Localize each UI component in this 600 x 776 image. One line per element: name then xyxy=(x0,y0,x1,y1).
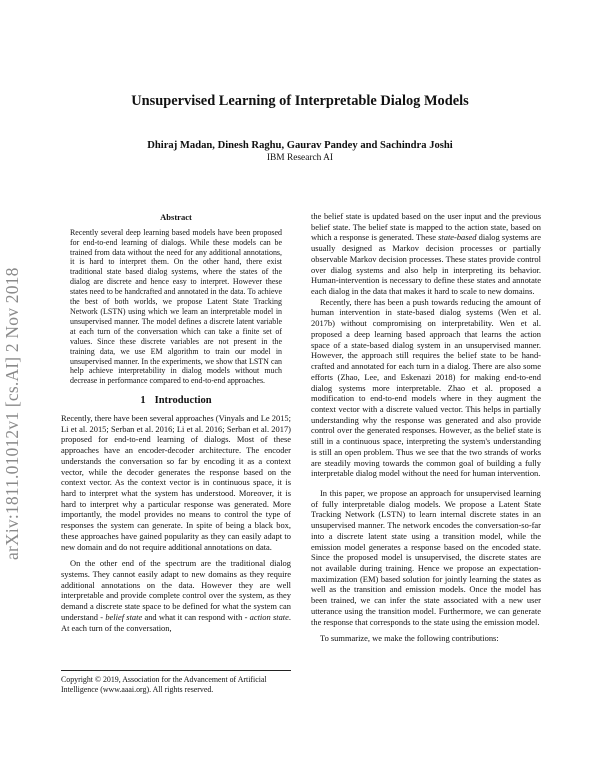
intro-paragraph-5: In this paper, we propose an approach for unsupervised learning of fully interpretable dialog models. We propose a Latent State Tracking Network (LSTN) to learn internal discrete states in an unsupervised manner. The network encodes the conversation-so-far into a discrete latent state using a transition model, while the emission model generates a response based on the encoded state. Since the proposed model is unsupervised, the discrete states are not available during training. Hence we propose an expectation-maximization (EM) based solution for jointly learning the states as well as the transition and emission models. Once the model has been trained, we can infer the state associated with a new user utterance using the transition model. Furthermore, we can generate the response that corresponds to the state using the emission model. xyxy=(311,487,541,627)
paper-title: Unsupervised Learning of Interpretable Dialog Models xyxy=(131,93,469,109)
left-column xyxy=(61,212,291,633)
intro-paragraph-6: To summarize, we make the following contributions: xyxy=(320,633,499,644)
abstract-heading: Abstract xyxy=(160,212,192,222)
arxiv-identifier: arXiv:1811.01012v1 [cs.AI] 2 Nov 2018 xyxy=(2,267,22,560)
right-column xyxy=(311,211,541,644)
belief-state-term: belief state xyxy=(105,611,143,622)
intro-paragraph-1: Recently, there have been several approaches (Vinyals and Le 2015; Li et al. 2015; Serban et al. 2016; Li et al. 2016; Serban et al. 2017) proposed for end-to-end learning of dialogs. Most of these approaches have an encoder-decoder architecture. The encoder understands the conversation so far by encoding it as a context vector, while the decoder generates the response based on the context vector. As the context vector is in continuous space, it is hard to interpret what the system has understood. Moreover, it is hard to interpret why a particular response was generated. More importantly, the model provides no means to control the type of responses the system can generate. In spite of being a black box, these approaches have gained popularity as they can easily adapt to new domain and do not require additional annotations on data. xyxy=(61,412,291,552)
section-title: Introduction xyxy=(154,395,212,407)
affiliation: IBM Research AI xyxy=(266,153,334,163)
author-list: Dhiraj Madan, Dinesh Raghu, Gaurav Pandey and Sachindra Joshi xyxy=(147,140,453,151)
intro-paragraph-3: the belief state is updated based on the user input and the previous belief state. The belief state is mapped to the action state, based on which a response is generated. These state-based dialog systems are usually designed as Markov decision processes or partially observable Markov decision processes. These states provide control over dialog systems and also help in interpreting its behavior. Human-intervention is necessary to define these states and annotate each dialog in the data that makes it hard to scale to new domains. xyxy=(311,211,541,297)
action-state-term: action state xyxy=(249,611,289,622)
intro-paragraph-4: Recently, there has been a push towards reducing the amount of human intervention in state-based dialog systems (Wen et al. 2017b) without compromising on interpretability. Wen et al. proposed a deep learning based approach that learns the action space of a state-based dialog system in an unsupervised manner. However, the approach still requires the belief state to be hand-crafted and annotated for each turn in a dialog. There are also some efforts (Zhao, Lee, and Eskenazi 2018) for making end-to-end dialog systems more interpretable. Zhao et al. proposed a modification to end-to-end models where in they augment the context vector with a discrete valued vector. This helps in partially understanding why the response was generated and also provide control over the generated responses. However, as the belief state is still in a continuous space, interpreting the system's understanding is still an open problem. Thus we see that the two strands of works are steadily moving towards the common goal of building a fully interpretable dialog model without the need for human intervention. xyxy=(311,296,541,479)
section-heading xyxy=(61,396,291,407)
abstract-text: Recently several deep learning based models have been proposed for end-to-end learning of dialogs. While these models can be trained from data without the need for any additional annotations, it is hard to interpret them. On the other hand, there exist traditional state based dialog systems, where the states of the dialog are discrete and hence easy to interpret. However these states need to be handcrafted and annotated in the data. To achieve the best of both worlds, we propose Latent State Tracking Network (LSTN) using which we learn an interpretable model in unsupervised manner. The model defines a discrete latent variable at each turn of the conversation which can take a finite set of values. Since these discrete variables are not present in the training data, we use EM algorithm to train our model in unsupervised manner. In the experiments, we show that LSTN can help achieve interpretability in dialog models without much decrease in performance compared to end-to-end approaches. xyxy=(70,227,282,386)
section-number: 1 xyxy=(140,395,146,407)
state-based-term: state-based xyxy=(438,232,477,243)
copyright-footnote: Copyright © 2019, Association for the Advancement of Artificial Intelligence (www.aaai.org). All rights reserved. xyxy=(61,670,291,695)
intro-paragraph-2: On the other end of the spectrum are the traditional dialog systems. They cannot easily adapt to new domains as they require additional annotations on the data. However they are well interpretable and provide complete control over the system, as they demand a discrete state space to be defined for what the system can understand - belief state and what it can respond with - action state. At each turn of the conversation, xyxy=(61,558,291,633)
